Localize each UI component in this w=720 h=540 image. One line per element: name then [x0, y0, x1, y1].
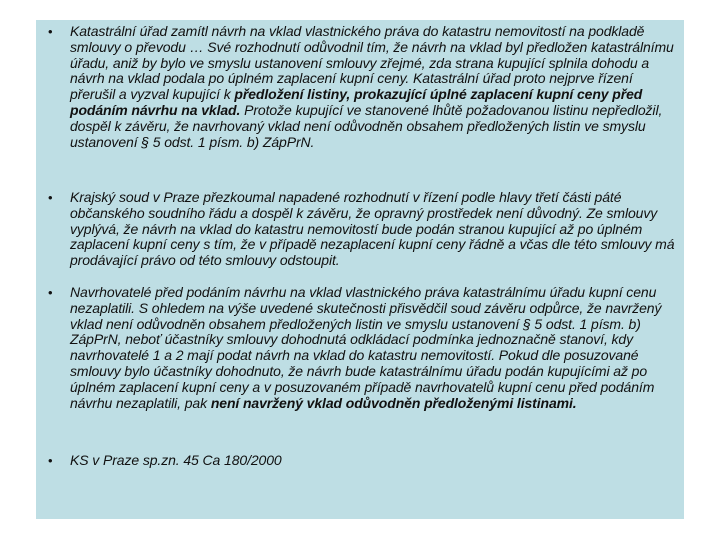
bullet-text — [70, 285, 678, 411]
text-segment: Katastrální úřad zamítl návrh na vklad vlastnického práva do katastru nemovitostí na podkladě smlouvy o převodu … Své rozhodnutí odůvodnil tím, že návrh na vklad byl předložen katastrálnímu úřadu, aniž by bylo ve smyslu ustanovení smlouvy zřejmé, zda strana kupující splnila dohodu a návrh na vklad podala po úplném zaplacení kupní ceny. Katastrální úřad proto nejprve řízení přerušil a vyzval kupující k — [70, 23, 674, 103]
case-reference-text — [70, 453, 678, 469]
bold-text-segment: předložení listiny, prokazující úplné zaplacení kupní ceny před podáním návrhu na vklad. — [70, 86, 643, 118]
slide-content-panel — [36, 20, 684, 519]
bullet-item-krajsky-soud — [36, 190, 684, 285]
bullet-glyph: • — [48, 453, 53, 468]
text-segment: Krajský soud v Praze přezkoumal napadené rozhodnutí v řízení podle hlavy třetí části páté občanského soudního řádu a dospěl k závěru, že opravný prostředek není důvodný. Ze smlouvy vyplývá, že návrh na vklad do katastru nemovitostí bude podán stranou kupující až po úplném zaplacení kupní ceny s tím, že v případě nezaplacení kupní ceny řádně a včas dle této smlouvy má prodávající právo od této smlouvy odstoupit. — [70, 189, 675, 269]
bullet-item-katastralni-urad — [36, 24, 684, 190]
bullet-item-navrhovatele — [36, 285, 684, 447]
bullet-text — [70, 24, 678, 150]
bullet-text — [70, 190, 678, 269]
bullet-glyph: • — [48, 285, 53, 300]
text-segment: KS v Praze sp.zn. 45 Ca 180/2000 — [70, 452, 282, 468]
bullet-glyph: • — [48, 190, 53, 205]
bullet-item-case-reference — [36, 453, 684, 469]
bold-text-segment: není navržený vklad odůvodněn předloženými listinami. — [210, 394, 577, 411]
bullet-glyph: • — [48, 24, 53, 39]
bullet-list — [36, 24, 684, 469]
text-segment: Protože kupující ve stanovené lhůtě požadovanou listinu nepředložil, dospěl k závěru, že navrhovaný vklad není odůvodněn obsahem předložených listin ve smyslu ustanovení § 5 odst. 1 písm. b) ZápPrN. — [70, 101, 663, 150]
text-segment: Navrhovatelé před podáním návrhu na vklad vlastnického práva katastrálnímu úřadu kupní cenu nezaplatili. S ohledem na výše uvedené skutečnosti přisvědčil soud závěru odpůrce, že navržený vklad není odůvodněn obsahem předložených listin ve smyslu ustanovení § 5 odst. 1 písm. b) ZápPrN, neboť účastníky smlouvy dohodnutá odkládací podmínka jednoznačně stanoví, kdy navrhovatelé 1 a 2 mají podat návrh na vklad do katastru nemovitostí. Pokud dle posuzované smlouvy bylo účastníky dohodnuto, že návrh bude katastrálnímu úřadu podán kupujícími až po úplném zaplacení kupní ceny a v posuzovaném případě navrhovatelů kupní cenu před podáním návrhu nezaplatili, pak — [70, 284, 662, 411]
